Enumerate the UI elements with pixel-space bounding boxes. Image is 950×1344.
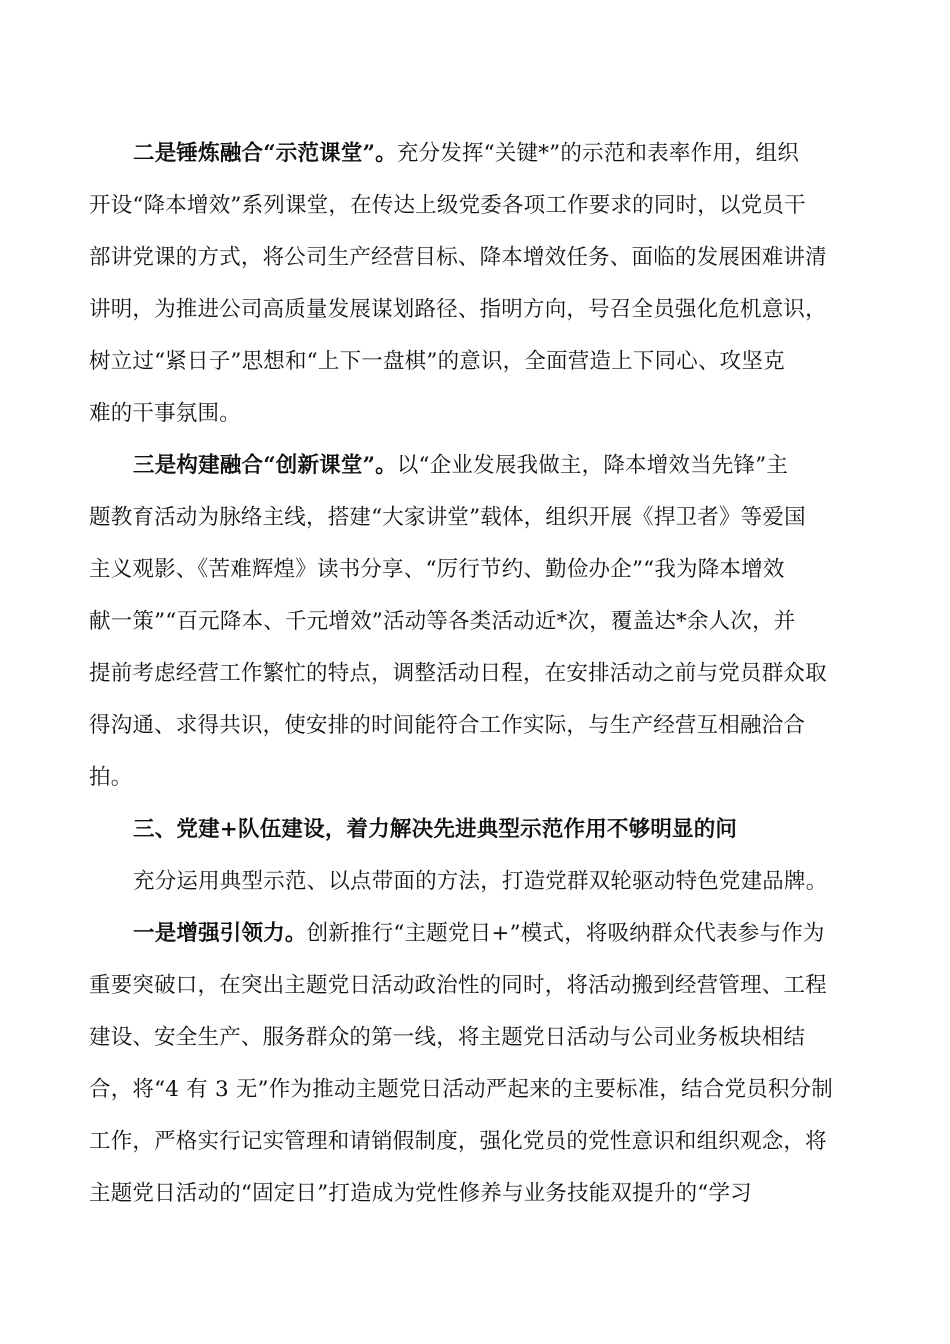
paragraph-4-line-3: 建设、安全生产、服务群众的第一线，将主题党日活动与公司业务板块相结 <box>89 1025 806 1050</box>
paragraph-2-line-7: 拍。 <box>89 765 133 790</box>
paragraph-2-line-2: 题教育活动为脉络主线，搭建“大家讲堂”载体，组织开展《捍卫者》等爱国 <box>89 505 806 530</box>
paragraph-4-line-6: 主题党日活动的“固定日”打造成为党性修养与业务技能双提升的“学习 <box>89 1181 752 1206</box>
paragraph-2-line-6: 得沟通、求得共识，使安排的时间能符合工作实际，与生产经营互相融洽合 <box>89 713 806 738</box>
paragraph-1-line-1 <box>133 139 799 169</box>
paragraph-1-line-3: 部讲党课的方式，将公司生产经营目标、降本增效任务、面临的发展困难讲清 <box>89 245 827 270</box>
paragraph-4-line-5: 工作，严格实行记实管理和请销假制度，强化党员的党性意识和组织观念，将 <box>89 1129 827 1154</box>
paragraph-1-lead: 二是锤炼融合“示范课堂”。 <box>133 141 397 166</box>
paragraph-4-text: 创新推行“主题党日+”模式，将吸纳群众代表参与作为 <box>306 921 825 946</box>
paragraph-2-line-3: 主义观影、《苦难辉煌》读书分享、“厉行节约、勤俭办企”“我为降本增效 <box>89 557 785 582</box>
paragraph-1-text: 充分发挥“关键*”的示范和表率作用，组织 <box>396 141 800 166</box>
paragraph-2-lead: 三是构建融合“创新课堂”。 <box>133 453 397 478</box>
paragraph-4-line-2: 重要突破口，在突出主题党日活动政治性的同时，将活动搬到经营管理、工程 <box>89 973 827 998</box>
paragraph-2-line-5: 提前考虑经营工作繁忙的特点，调整活动日程，在安排活动之前与党员群众取 <box>89 661 827 686</box>
paragraph-1-line-5: 树立过“紧日子”思想和“上下一盘棋”的意识，全面营造上下同心、攻坚克 <box>89 349 785 374</box>
paragraph-3-line-1: 充分运用典型示范、以点带面的方法，打造党群双轮驱动特色党建品牌。 <box>133 869 828 894</box>
paragraph-4-line-4: 合，将“4 有 3 无”作为推动主题党日活动严起来的主要标准，结合党员积分制 <box>89 1077 833 1102</box>
paragraph-1-line-6: 难的干事氛围。 <box>89 401 241 426</box>
paragraph-1-line-2: 开设“降本增效”系列课堂，在传达上级党委各项工作要求的同时，以党员干 <box>89 193 806 218</box>
section-heading: 三、党建+队伍建设，着力解决先进典型示范作用不够明显的问 <box>133 817 738 842</box>
paragraph-4-lead: 一是增强引领力。 <box>133 921 307 946</box>
paragraph-2-line-4: 献一策”“百元降本、千元增效”活动等各类活动近*次，覆盖达*余人次，并 <box>89 609 796 634</box>
paragraph-2-text: 以“企业发展我做主，降本增效当先锋”主 <box>396 453 789 478</box>
paragraph-2-line-1 <box>133 451 788 481</box>
paragraph-4-line-1 <box>133 919 825 949</box>
paragraph-1-line-4: 讲明，为推进公司高质量发展谋划路径、指明方向，号召全员强化危机意识， <box>89 297 827 322</box>
